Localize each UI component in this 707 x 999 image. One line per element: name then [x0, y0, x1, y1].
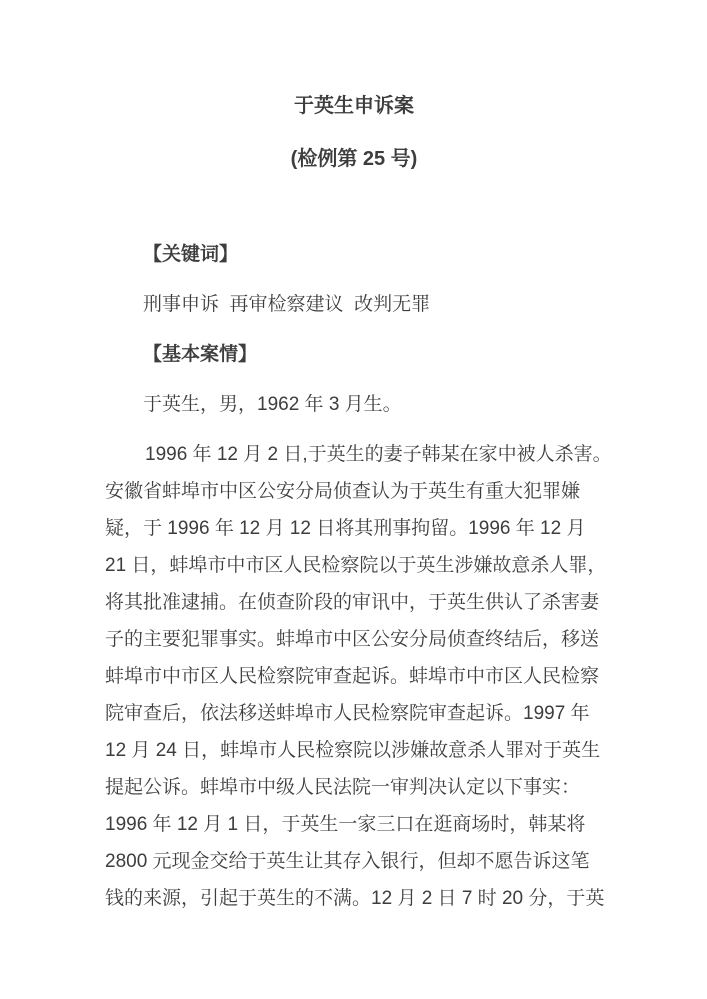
paragraph-line: 将其批准逮捕。在侦查阶段的审讯中，于英生供认了杀害妻: [105, 592, 600, 613]
document-title: 于英生申诉案: [294, 95, 414, 117]
paragraph-line: 12 月 24 日，蚌埠市人民检察院以涉嫌故意杀人罪对于英生: [105, 740, 601, 761]
paragraph-line: 2800 元现金交给于英生让其存入银行，但却不愿告诉这笔: [105, 851, 590, 872]
keywords-text: 刑事申诉 再审检察建议 改判无罪: [143, 294, 431, 315]
person-info: 于英生，男，1962 年 3 月生。: [143, 394, 402, 415]
body-paragraph: [105, 436, 612, 917]
case-number: (检例第 25 号): [290, 148, 418, 170]
paragraph-line: 安徽省蚌埠市中区公安分局侦查认为于英生有重大犯罪嫌: [105, 481, 581, 502]
paragraph-line: 钱的来源，引起于英生的不满。12 月 2 日 7 时 20 分，于英: [105, 888, 605, 909]
paragraph-line: 子的主要犯罪事实。蚌埠市中区公安分局侦查终结后，移送: [105, 629, 600, 650]
paragraph-line: 院审查后，依法移送蚌埠市人民检察院审查起诉。1997 年: [105, 703, 590, 724]
paragraph-line: 1996 年 12 月 1 日，于英生一家三口在逛商场时，韩某将: [105, 814, 586, 835]
paragraph-line: 蚌埠市中市区人民检察院审查起诉。蚌埠市中市区人民检察: [105, 666, 600, 687]
paragraph-line: 21 日，蚌埠市中市区人民检察院以于英生涉嫌故意杀人罪，: [105, 555, 607, 576]
basic-facts-heading: 【基本案情】: [143, 344, 258, 365]
paragraph-line: 1996 年 12 月 2 日,于英生的妻子韩某在家中被人杀害。: [145, 444, 612, 465]
keywords-heading: 【关键词】: [143, 244, 239, 265]
paragraph-line: 疑，于 1996 年 12 月 12 日将其刑事拘留。1996 年 12 月: [105, 518, 586, 539]
paragraph-line: 提起公诉。蚌埠市中级人民法院一审判决认定以下事实：: [105, 777, 581, 798]
